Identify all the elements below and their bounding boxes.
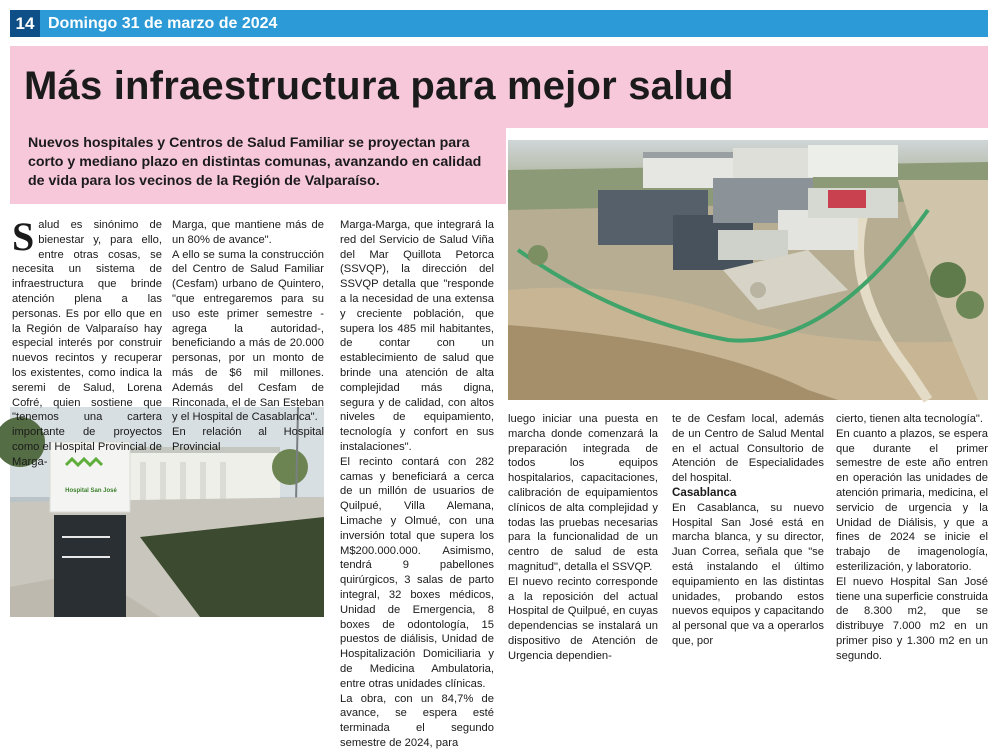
article-column-5 [672,412,824,649]
column-3-paragraph-3: La obra, con un 84,7% de avance, se espera esté terminada el segundo semestre de 2024, para [340,692,494,749]
column-4-paragraph-2: El nuevo recinto corresponde a la reposición del actual Hospital de Quilpué, en cuyas dependencias se instalará un dispositivo de Atención de Urgencia dependien- [508,575,658,662]
page-header-bar [10,10,988,37]
column-1-text: alud es sinónimo de bienestar y, para ello, entre otras cosas, se necesita un sistema de infraestructura que brinde atención plena a las personas. Es por ello que en la Región de Valparaíso hay especial interés por construir nuevos recintos y recuperar los existentes, como indica la seremi de Salud, Lorena Cofré, quien sostiene que "tenemos una cartera importante de proyectos como el Hospital Provincial de Marga- [12,219,162,468]
article-column-3 [340,218,494,751]
column-3-paragraph-1: Marga-Marga, que integrará la red del Servicio de Salud Viña del Mar Quillota Petorca (SSVQP), la dirección del SSVQP detalla que "responde a la necesidad de una extensa y creciente población, que supera los 485 mil habitantes, de contar con un establecimiento de salud que brinde una atención de alta complejidad más digna, segura y de calidad, con altos niveles de equipamiento, tecnología y confort en sus instalaciones". [340,219,494,453]
drop-cap: S [12,214,35,259]
column-6-paragraph-2: En cuanto a plazos, se espera que durante el primer semestre de este año entren en operación las unidades de atención primaria, medicina, el servicio de urgencia y la Unidad de Diálisis, y que a fines de 2024 se inicie el trabajo de imagenología, esterilización, y laboratorio. [836,427,988,573]
column-2-paragraph-1: Marga, que mantiene más de un 80% de avance". [172,219,324,246]
section-subhead: Casablanca [672,485,737,499]
issue-date: Domingo 31 de marzo de 2024 [48,15,278,32]
article-column-2 [172,218,324,455]
page-number: 14 [10,10,40,37]
sign-logo-text: Hospital San José [65,488,117,494]
deck-summary: Nuevos hospitales y Centros de Salud Familiar se proyectan para corto y mediano plazo en distintas comunas, avanzando en calidad de vida para los vecinos de la Región de Valparaíso. [28,135,482,189]
column-5-paragraph-2: En Casablanca, su nuevo Hospital San José está en marcha blanca, y su director, Juan Correa, señala que "se está instalando el último equipamiento en las distintas unidades, probando estos nuevos equipos y capacitando al personal que va a operarlos que, por [672,501,824,647]
article-column-6 [836,412,988,664]
article-column-1 [12,214,162,470]
hospital-aerial-photo [508,140,988,400]
column-5-paragraph-1: te de Cesfam local, además de un Centro de Salud Mental en el actual Consultorio de Atención de Especialidades del hospital. [672,413,824,485]
column-2-paragraph-2: A ello se suma la construcción del Centro de Salud Familiar (Cesfam) urbano de Quintero, "que entregaremos para su uso este primer semestre -agrega la autoridad-, beneficiando a más de 20.000 personas, por un monto de más de $6 mil millones. Además del Cesfam de Rinconada, el de San Esteban y el Hospital de Casablanca". [172,248,324,424]
column-6-paragraph-3: El nuevo Hospital San José tiene una superficie construida de 8.300 m2, que se distribuye 7.000 m2 en un primer piso y 1.300 m2 en un segundo. [836,575,988,662]
column-3-paragraph-2: El recinto contará con 282 camas y beneficiará a cerca de un millón de usuarios de Quilpué, Villa Alemana, Limache y Olmué, con una inversión total que supera los M$200.000.000. Asimismo, tendrá 9 pabellones quirúrgicos, 3 salas de parto integral, 32 boxes médicos, Unidad de Emergencia, 8 boxes de odontología, 15 puestos de diálisis, Unidad de Hospitalización Domiciliaria y de Medicina Ambulatoria, entre otras unidades clínicas. [340,455,494,690]
column-4-paragraph-1: luego iniciar una puesta en marcha donde comenzará la preparación integrada de todos los equipos hospitalarios, capacitaciones, calibración de equipamientos clínicos de alta complejidad y todas las pruebas necesarias para la funcionalidad de un centro de salud de esta magnitud", detalla el SSVQP. [508,413,658,573]
article-column-4 [508,412,658,664]
column-2-paragraph-3: En relación al Hospital Provincial [172,426,324,453]
column-6-paragraph-1: cierto, tienen alta tecnología". [836,413,984,425]
headline: Más infraestructura para mejor salud [24,64,734,108]
